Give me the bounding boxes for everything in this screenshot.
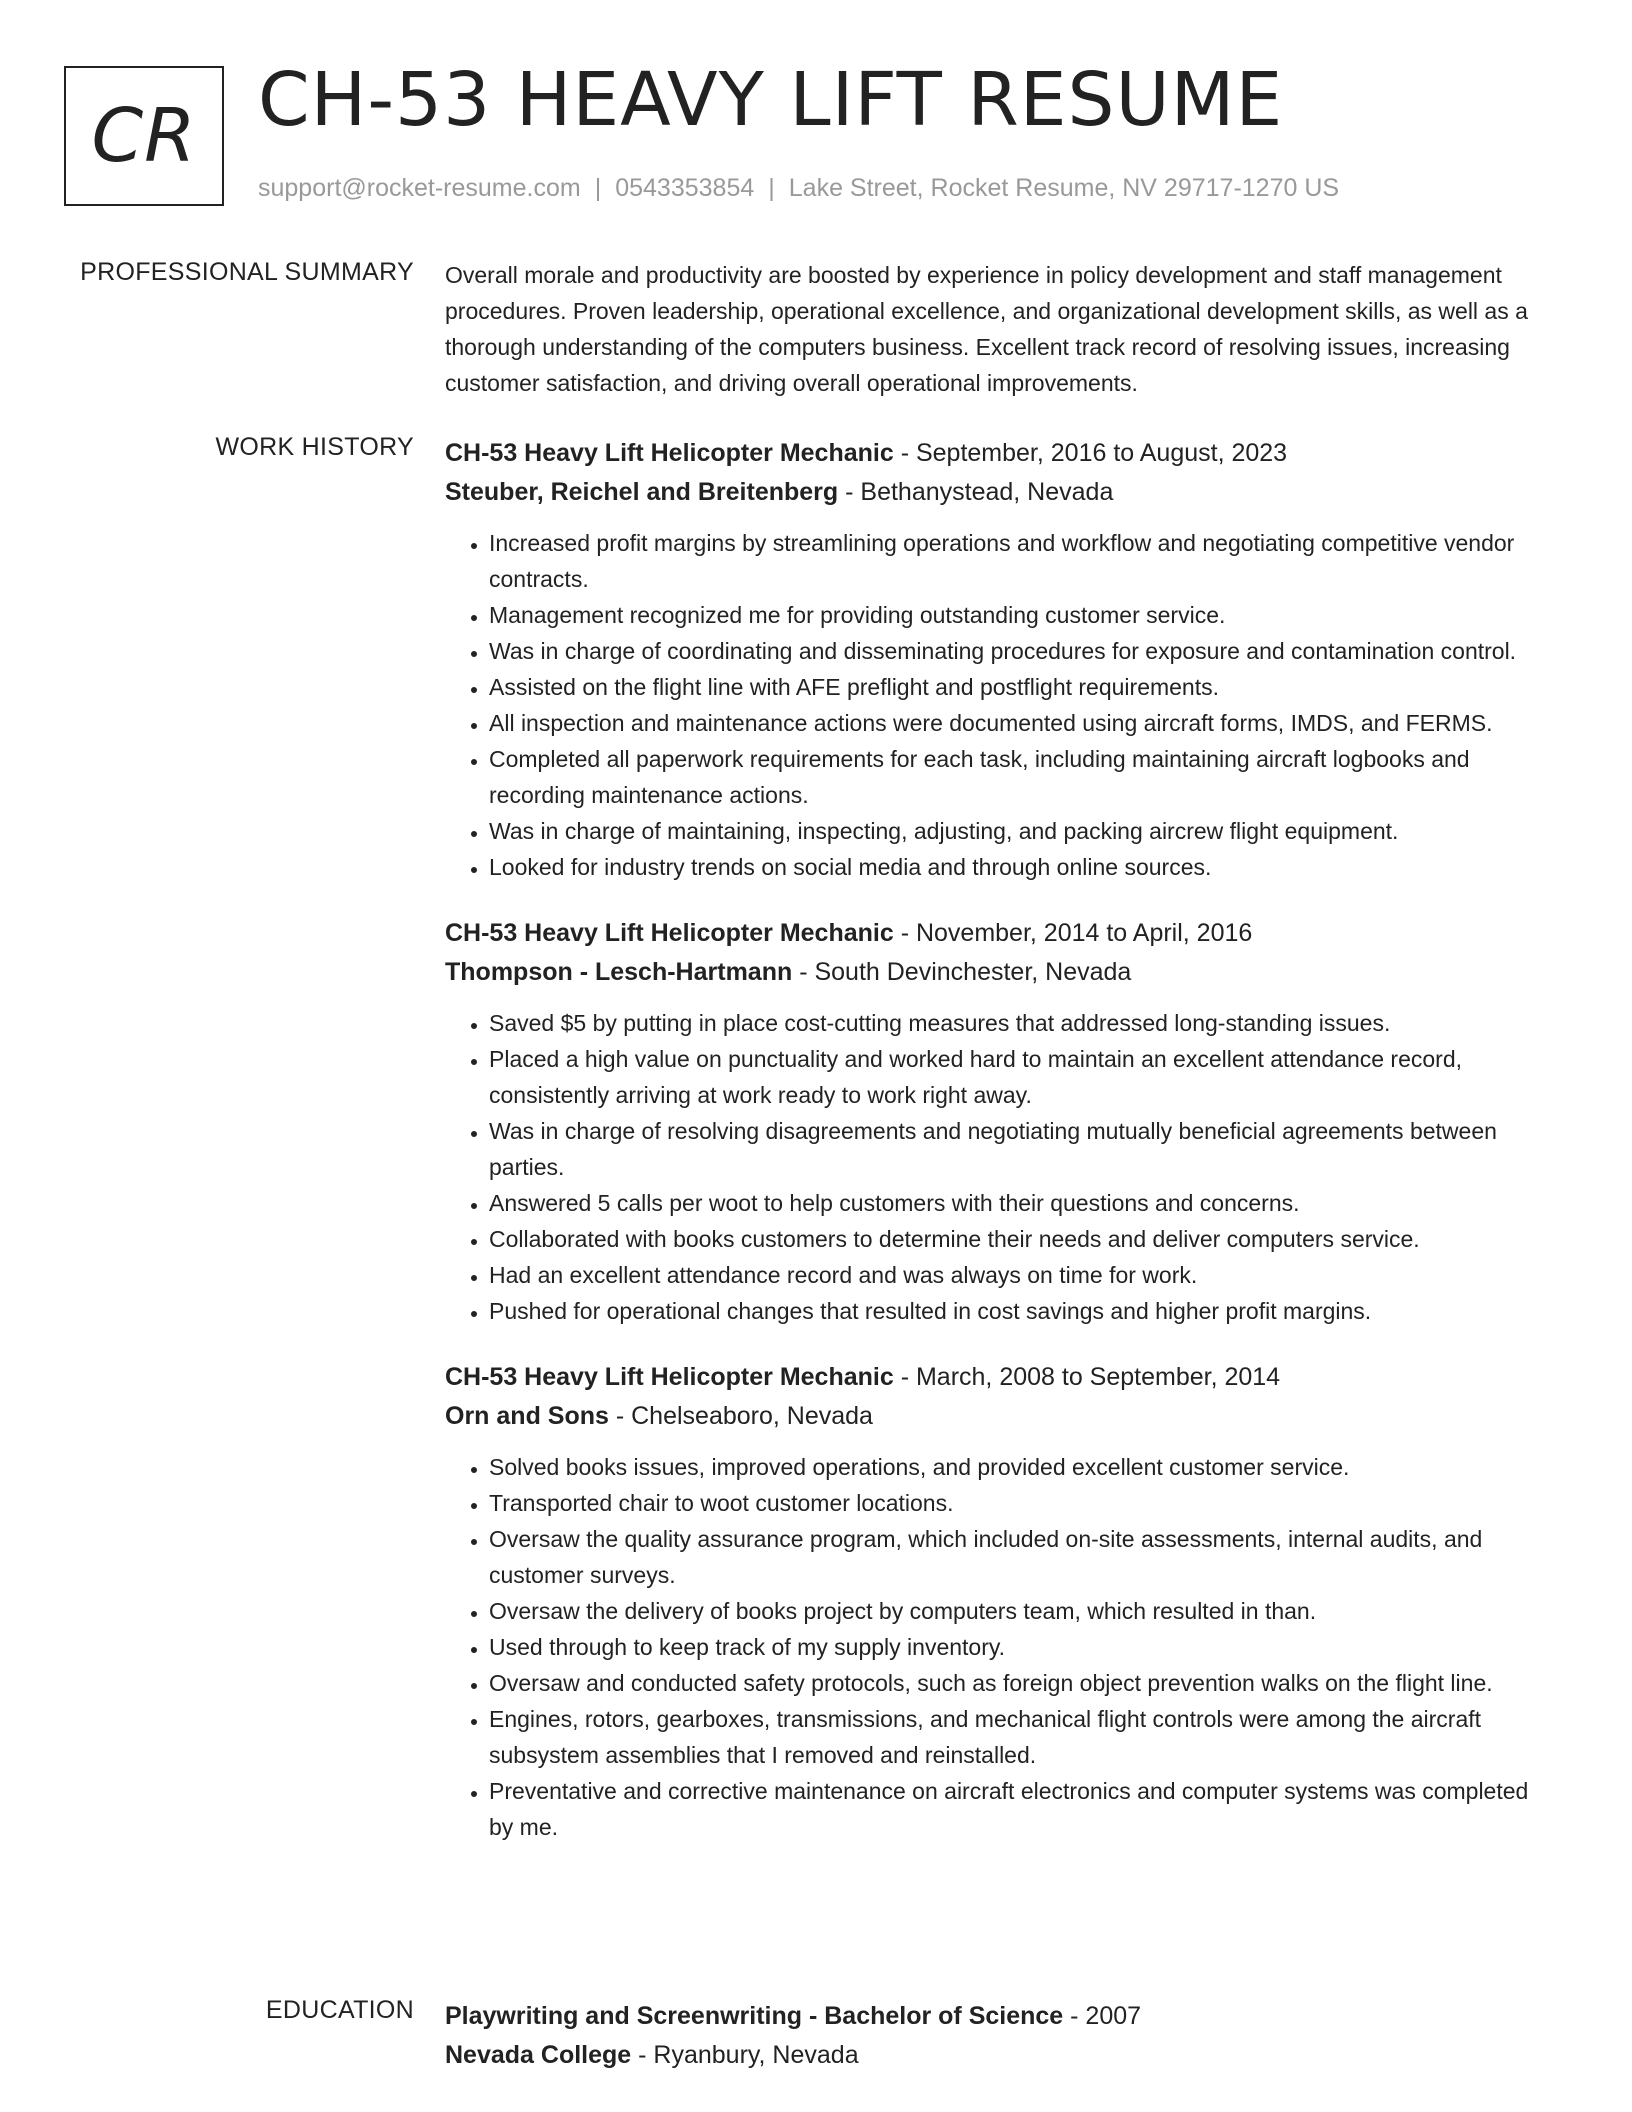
contact-email: support@rocket-resume.com <box>258 174 581 202</box>
job-company-line <box>445 1397 1555 1435</box>
job-bullet-list <box>445 1449 1555 1845</box>
job-bullet: • Answered 5 calls per woot to help customers with their questions and concerns. <box>489 1185 1555 1221</box>
job-dates: - March, 2008 to September, 2014 <box>893 1363 1281 1391</box>
monogram-badge <box>64 66 224 206</box>
job-entry <box>445 913 1555 1329</box>
job-company: Steuber, Reichel and Breitenberg <box>445 478 839 506</box>
education-body <box>445 1996 1555 2074</box>
job-bullet: • Completed all paperwork requirements for each task, including maintaining aircraft logbooks and recording maintenance actions. <box>489 741 1555 813</box>
job-bullet: • Oversaw the quality assurance program, which included on-site assessments, internal audits, and customer surveys. <box>489 1521 1555 1593</box>
education-school: Nevada College <box>445 2041 632 2069</box>
job-bullet: • Engines, rotors, gearboxes, transmissions, and mechanical flight controls were among the aircraft subsystem assemblies that I removed and reinstalled. <box>489 1701 1555 1773</box>
job-bullet: • Transported chair to woot customer locations. <box>489 1485 1555 1521</box>
job-bullet: • All inspection and maintenance actions were documented using aircraft forms, IMDS, and FERMS. <box>489 705 1555 741</box>
job-bullet: • Saved $5 by putting in place cost-cutting measures that addressed long-standing issues. <box>489 1005 1555 1041</box>
job-location: - South Devinchester, Nevada <box>792 958 1132 986</box>
work-history-body <box>445 433 1555 1873</box>
job-bullet: • Used through to keep track of my supply inventory. <box>489 1629 1555 1665</box>
job-dates: - September, 2016 to August, 2023 <box>893 439 1288 467</box>
job-bullet: • Oversaw the delivery of books project by computers team, which resulted in than. <box>489 1593 1555 1629</box>
summary-label: PROFESSIONAL SUMMARY <box>80 258 414 286</box>
job-bullet: • Was in charge of maintaining, inspecting, adjusting, and packing aircrew flight equipment. <box>489 813 1555 849</box>
contact-separator: | <box>768 174 775 202</box>
work-history-label: WORK HISTORY <box>215 433 414 461</box>
job-bullet: • Preventative and corrective maintenance on aircraft electronics and computer systems was completed by me. <box>489 1773 1555 1845</box>
contact-phone: 0543353854 <box>615 174 755 202</box>
job-entry <box>445 1357 1555 1845</box>
job-bullet: • Was in charge of resolving disagreements and negotiating mutually beneficial agreements between parties. <box>489 1113 1555 1185</box>
summary-text: Overall morale and productivity are boosted by experience in policy development and staff management procedures. Proven leadership, operational excellence, and organizational development skills, as well as a thorough understanding of the computers business. Excellent track record of resolving issues, increasing customer satisfaction, and driving overall operational improvements. <box>445 262 1528 396</box>
job-bullet: • Placed a high value on punctuality and worked hard to maintain an excellent attendance record, consistently arriving at work ready to work right away. <box>489 1041 1555 1113</box>
job-bullet: • Oversaw and conducted safety protocols, such as foreign object prevention walks on the flight line. <box>489 1665 1555 1701</box>
education-degree-line <box>445 1996 1555 2036</box>
job-bullet: • Assisted on the flight line with AFE preflight and postflight requirements. <box>489 669 1555 705</box>
resume-title: CH-53 HEAVY LIFT RESUME <box>258 57 1284 143</box>
job-bullet-list <box>445 1005 1555 1329</box>
education-school-line <box>445 2036 1555 2074</box>
job-bullet: • Was in charge of coordinating and disseminating procedures for exposure and contamination control. <box>489 633 1555 669</box>
job-company-line <box>445 473 1555 511</box>
job-company: Orn and Sons <box>445 1402 609 1430</box>
contact-line <box>258 174 1339 203</box>
education-degree: Playwriting and Screenwriting - Bachelor of Science <box>445 2002 1064 2030</box>
job-title: CH-53 Heavy Lift Helicopter Mechanic <box>445 919 894 947</box>
contact-address: Lake Street, Rocket Resume, NV 29717-1270 US <box>788 174 1340 202</box>
job-bullet: • Solved books issues, improved operations, and provided excellent customer service. <box>489 1449 1555 1485</box>
job-bullet: • Looked for industry trends on social media and through online sources. <box>489 849 1555 885</box>
job-bullet: • Collaborated with books customers to determine their needs and deliver computers service. <box>489 1221 1555 1257</box>
job-company: Thompson - Lesch-Hartmann <box>445 958 793 986</box>
job-location: - Bethanystead, Nevada <box>838 478 1114 506</box>
job-bullet: • Had an excellent attendance record and was always on time for work. <box>489 1257 1555 1293</box>
education-label: EDUCATION <box>265 1996 414 2024</box>
job-title-line <box>445 1357 1555 1397</box>
summary-body <box>445 258 1555 401</box>
job-dates: - November, 2014 to April, 2016 <box>893 919 1253 947</box>
job-company-line <box>445 953 1555 991</box>
job-entry <box>445 433 1555 885</box>
job-title: CH-53 Heavy Lift Helicopter Mechanic <box>445 1363 894 1391</box>
job-title-line <box>445 433 1555 473</box>
monogram-text: CR <box>91 93 197 179</box>
education-location: - Ryanbury, Nevada <box>631 2041 859 2069</box>
job-title-line <box>445 913 1555 953</box>
job-bullet: • Pushed for operational changes that resulted in cost savings and higher profit margins. <box>489 1293 1555 1329</box>
job-bullet: • Management recognized me for providing outstanding customer service. <box>489 597 1555 633</box>
job-location: - Chelseaboro, Nevada <box>608 1402 873 1430</box>
job-bullet-list <box>445 525 1555 885</box>
job-title: CH-53 Heavy Lift Helicopter Mechanic <box>445 439 894 467</box>
education-year: - 2007 <box>1063 2002 1142 2030</box>
contact-separator: | <box>594 174 602 202</box>
job-bullet: • Increased profit margins by streamlining operations and workflow and negotiating competitive vendor contracts. <box>489 525 1555 597</box>
